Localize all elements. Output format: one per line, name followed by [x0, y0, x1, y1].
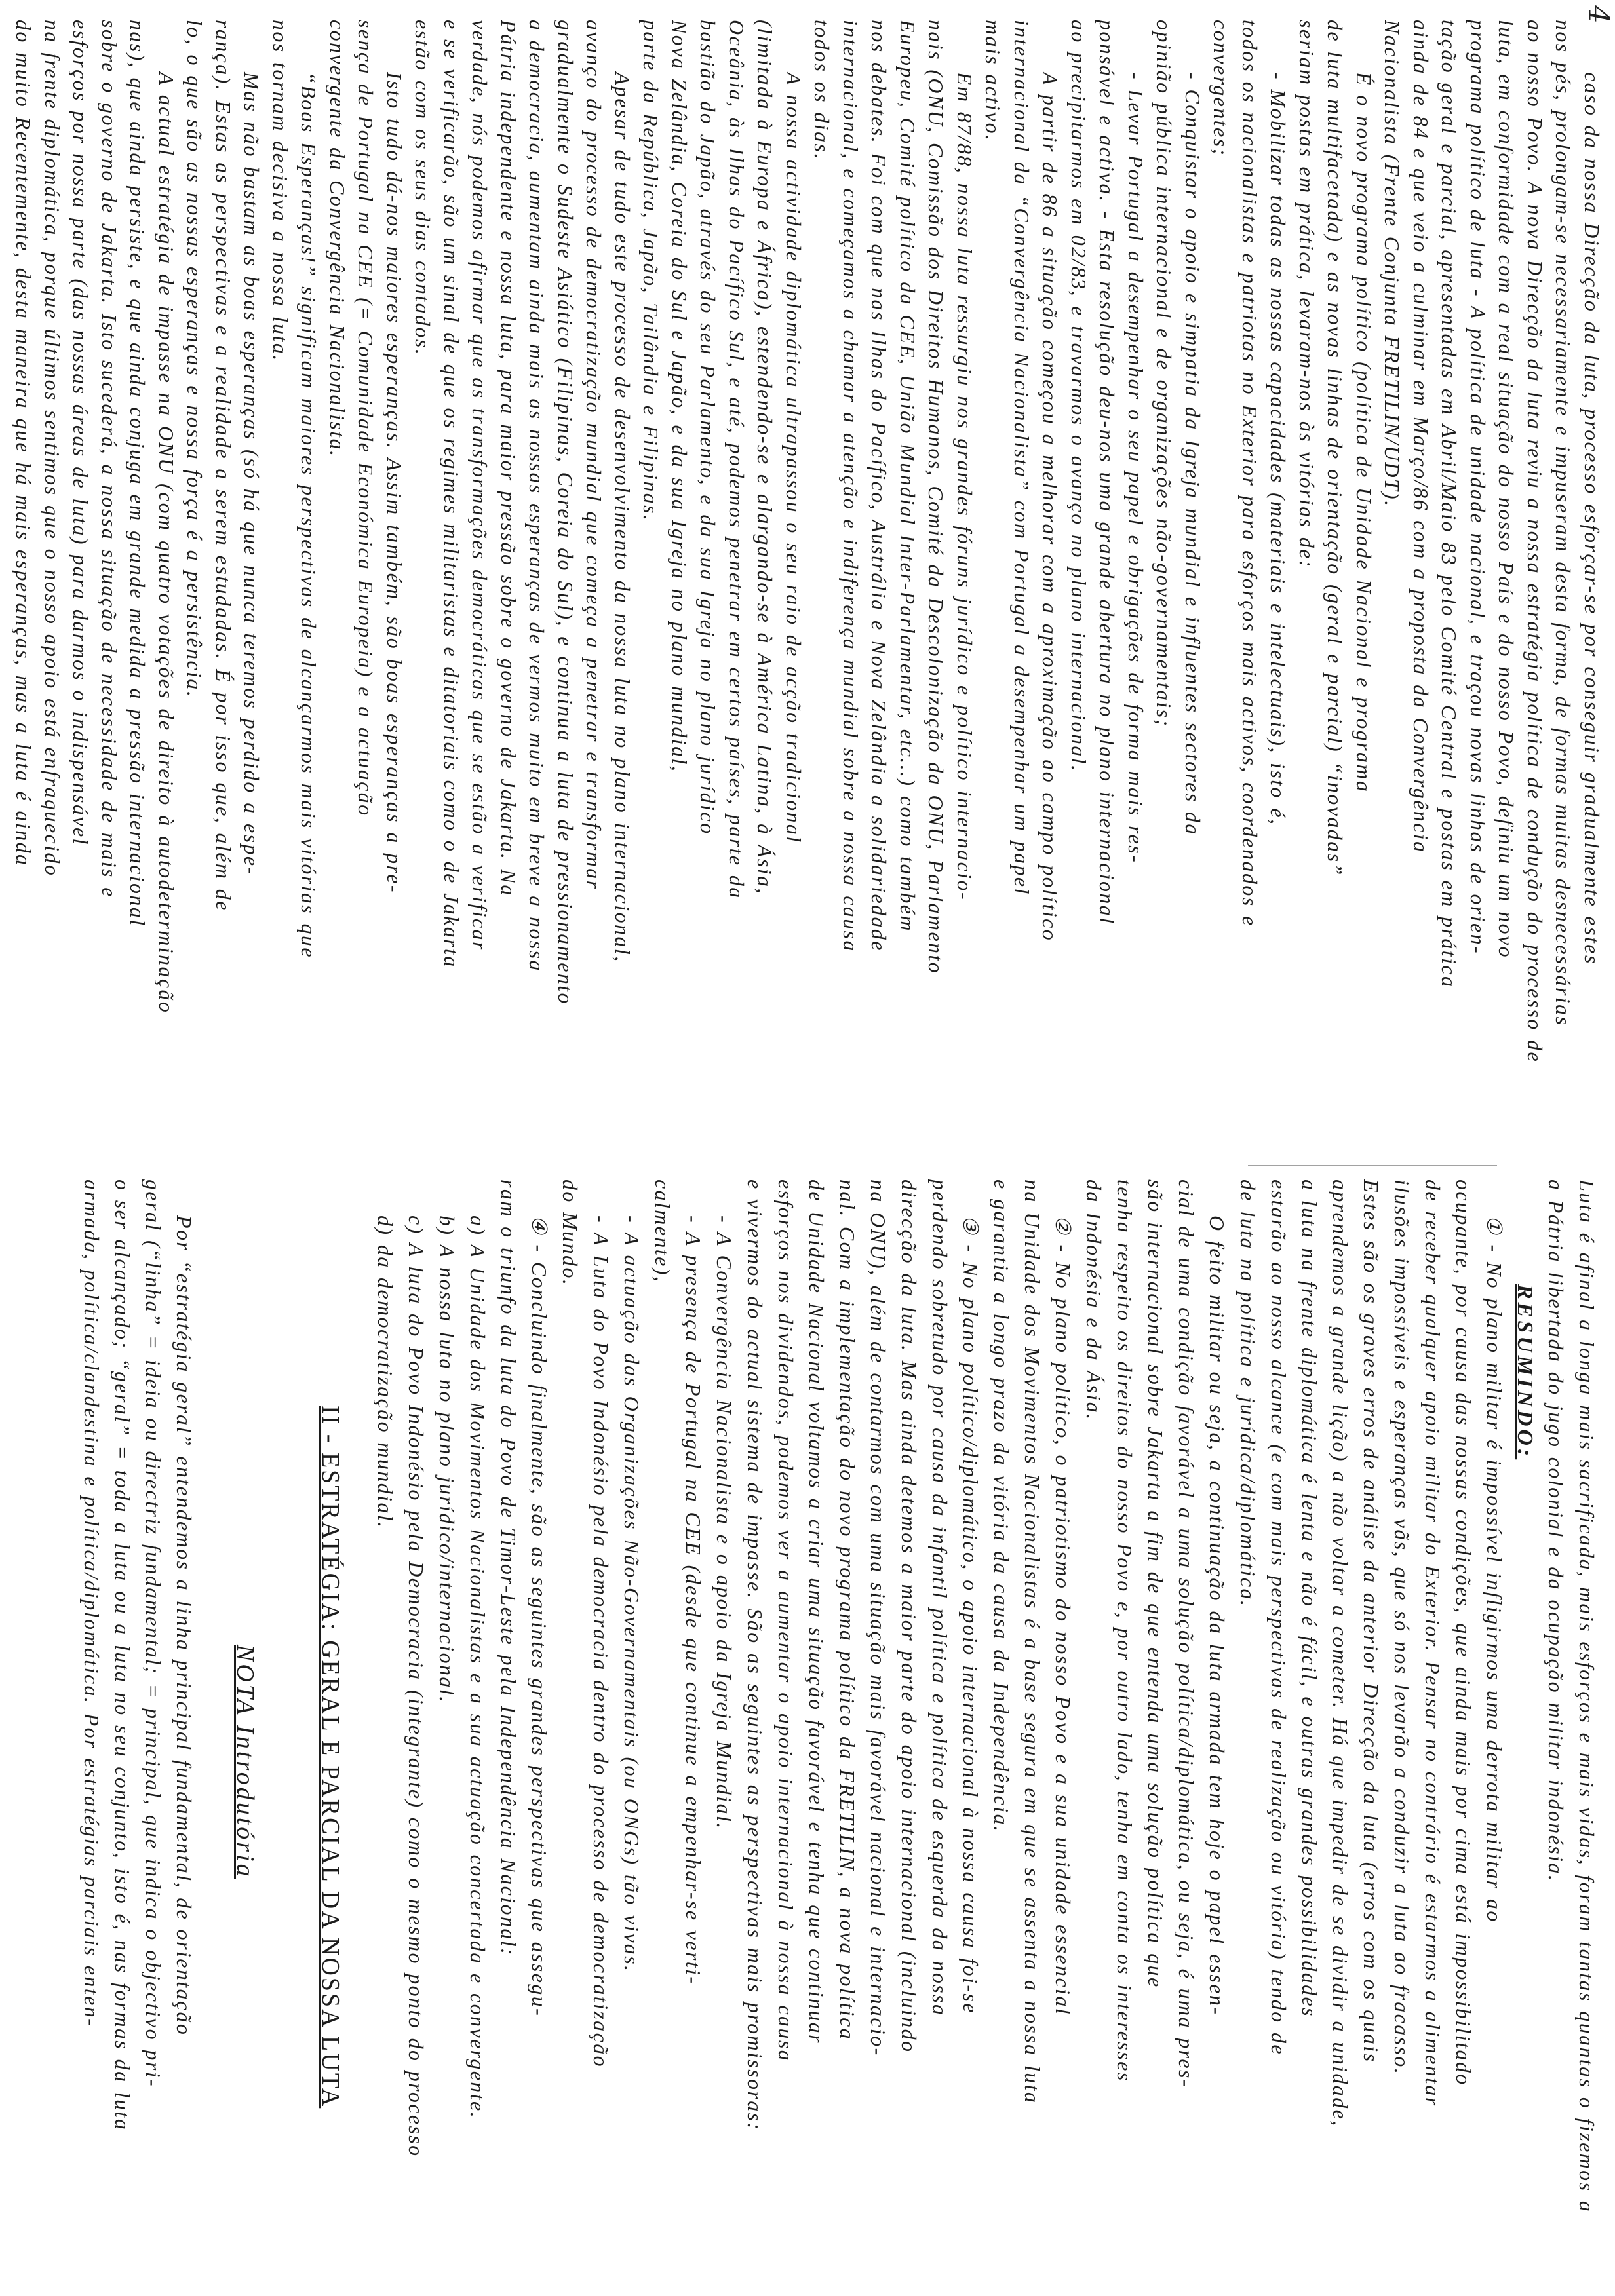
- text-line: Isto tudo dá-nos maiores esperanças. Assim também, são boas esperanças a pre-: [383, 72, 406, 894]
- text-line: - A Convergência Nacionalista e o apoio da Igreja Mundial.: [712, 1215, 736, 1830]
- text-line: Europeu, Comité político da CEE, União Mundial Inter-Parlamentar, etc...) como também: [896, 20, 920, 932]
- text-line: ② - No plano político, o patriotismo do nosso Povo e a sua unidade essencial: [1051, 1215, 1075, 2016]
- text-line: Luta é afinal a longa mais sacrificada, mais esforços e mais vidas, foram tantas quantas o fizemos a: [1575, 1179, 1599, 2213]
- paragraph: [555, 1179, 616, 2287]
- text-line: d) da democratização mundial.: [374, 1215, 397, 1529]
- text-line: Nova Zelândia, Coreia do Sul e Japão, e da sua Igreja no plano mundial,: [668, 20, 691, 773]
- text-line: ① - No plano militar é impossível infligirmos uma derrota militar ao: [1483, 1215, 1506, 1923]
- text-line: Oceânia, às Ilhas do Pacífico Sul, e até, podemos penetrar em certos países, parte da: [725, 20, 749, 900]
- text-line: O feito militar ou seja, a continuação da luta armada tem hoje o papel essen-: [1205, 1215, 1229, 2016]
- text-line: na ONU), além de contarmos com uma situação mais favorável nacional e internacio-: [866, 1179, 890, 2057]
- text-line: caso da nossa Direcção da luta, processo esforçar-se por conseguir gradualmente estes: [1580, 72, 1604, 965]
- text-line: - Conquistar o apoio e simpatia da Igreja mundial e influentes sectores da: [1181, 72, 1205, 836]
- paragraph: [370, 1179, 400, 2287]
- paragraph: [323, 20, 409, 1157]
- text-line: o ser alcançado; “geral” = toda a luta ou a luta no seu conjunto, isto é, nas formas da luta: [111, 1179, 134, 2132]
- text-line: nos debates. Foi com que nas Ilhas do Pacífico, Austrália e Nova Zelândia a solidariedade: [867, 20, 891, 952]
- text-line: “Boas Esperanças!” significam maiores perspectivas de alcançarmos mais vitórias que: [297, 72, 321, 959]
- paragraph: [979, 20, 1064, 1157]
- text-line: esforços por nossa parte (das nossas áreas de luta) para darmos o indispensável: [69, 20, 93, 846]
- text-line: c) A luta do Povo Indonésio pela Democracia (integrante) como o mesmo ponto do processo: [404, 1215, 428, 2158]
- paragraph: [1150, 20, 1207, 1157]
- note-heading: NOTA Introdutória: [231, 1645, 259, 1879]
- text-line: a luta na frente diplomática é lenta e não é fácil, e outras grandes possibilidades: [1298, 1179, 1321, 2018]
- text-line: do Mundo.: [558, 1179, 582, 1287]
- note-section: [76, 1179, 199, 2287]
- text-line: - A Luta do Povo Indonésio pela democracia dentro do processo de democratização: [589, 1215, 613, 2068]
- text-line: A actual estratégia de impasse na ONU (com quatro votações de direito à autodeterminação: [155, 72, 178, 1014]
- text-line: ilusões impossíveis e esperanças vãs, que só nos levarão a conduzir a luta ao fracasso.: [1390, 1179, 1414, 2076]
- paragraph: [616, 1179, 647, 2287]
- text-line: todos os nacionalistas e patriotas no Exterior para esforços mais activos, coordenados e: [1238, 20, 1262, 927]
- text-line: calmente),: [651, 1179, 674, 1284]
- text-line: Em 87/88, nossa luta ressurgiu nos grandes fóruns jurídico e político internacio-: [953, 72, 977, 902]
- right-column: [0, 1179, 1615, 2287]
- text-line: estão com os seus dias contados.: [411, 20, 435, 356]
- text-line: A nossa actividade diplomática ultrapassou o seu raio de acção tradicional: [782, 72, 806, 844]
- left-column: [0, 20, 1615, 1157]
- text-line: ao nosso Povo. A nova Direcção da luta reviu a nossa estratégia política de condução do processo de: [1523, 20, 1547, 1063]
- text-line: ③ - No plano político/diplomático, o apoio internacional à nossa causa foi-se: [959, 1215, 983, 2014]
- text-line: b) A nossa luta no plano jurídico/internacional.: [435, 1215, 459, 1704]
- text-line: - A presença de Portugal na CEE (desde que continue a empenhar-se verti-: [682, 1215, 705, 1985]
- text-line: tenha respeito os direitos do nosso Povo e, por outro lado, tenha em conta os interesses: [1113, 1179, 1137, 2082]
- text-line: seriam postas em prática, levaram-nos às vitórias de:: [1295, 20, 1319, 569]
- paragraph: [1293, 20, 1378, 1157]
- text-line: ④ - Concluindo finalmente, são as seguintes grandes perspectivas que assegu-: [528, 1215, 551, 2018]
- paragraph: [808, 20, 979, 1157]
- section-heading: II - ESTRATÉGIA: GERAL E PARCIAL DA NOSSA LUTA: [317, 1406, 344, 2109]
- text-line: (limitada à Europa e África), estendendo-se e alargando-se à América Latina, à Ásia,: [753, 20, 777, 895]
- paragraph: [1378, 20, 1606, 1157]
- text-line: nais (ONU, Comissão dos Direitos Humanos, Comité da Descolonização da ONU, Parlamento: [924, 20, 948, 975]
- text-line: de receber qualquer apoio militar do Exterior. Pensar no contrário é estarmos a alimentar: [1421, 1179, 1445, 2107]
- text-line: ainda de 84 e que veio a culminar em Março/86 com a proposta da Convergência: [1409, 20, 1433, 854]
- text-line: Nacionalista (Frente Conjunta FRETILIN/UDT).: [1380, 20, 1405, 508]
- text-line: - Mobilizar todas as nossas capacidades (materiais e intelectuais), isto é,: [1266, 72, 1291, 826]
- text-line: - A actuação das Organizações Não-Governamentais (ou ONGs) tão vivas.: [620, 1215, 644, 1973]
- paragraph: [266, 20, 323, 1157]
- text-line: e garantia a longo prazo da vitória da causa da Independência.: [990, 1179, 1013, 1833]
- text-line: internacional da “Convergência Nacionalista” com Portugal a desempenhar um papel: [1010, 20, 1034, 896]
- text-line: tação geral e parcial, apresentadas em Abril/Maio 83 pelo Comité Central e postas em prática: [1437, 20, 1462, 989]
- text-line: lo, o que são as nossas esperanças e nossa força é a persistência.: [183, 20, 207, 698]
- text-line: sença de Portugal na CEE (= Comunidade Económica Europeia) e a actuação: [354, 20, 378, 817]
- text-line: convergente da Convergência Nacionalista.: [326, 20, 349, 458]
- text-line: de Unidade Nacional voltamos a criar uma situação favorável e tenha que continuar: [805, 1179, 828, 2045]
- text-line: gradualmente o Sudeste Asiático (Filipinas, Coreia do Sul), e continua a luta de pressionamento: [554, 20, 577, 1005]
- paragraph: [1078, 1179, 1232, 2287]
- text-line: convergentes;: [1209, 20, 1234, 157]
- text-line: internacional, e começamos a chamar a atenção e indiferença mundial sobre a nossa causa: [839, 20, 863, 953]
- paragraph: [647, 1179, 709, 2287]
- paragraph: [1207, 20, 1293, 1157]
- text-line: direcção da luta. Mas ainda detemos a maior parte do apoio internacional (incluindo: [897, 1179, 921, 2054]
- paragraph: [400, 1179, 431, 2287]
- text-line: na Unidade dos Movimentos Nacionalistas é a base segura em que se assenta a nossa luta: [1021, 1179, 1044, 2105]
- text-line: cial de uma condição favorável a uma solução política/diplomática, ou seja, é uma pres-: [1175, 1179, 1198, 2088]
- text-line: parte da República, Japão, Tailândia e Filipinas.: [639, 20, 663, 522]
- text-line: A partir de 86 a situação começou a melhorar com a aproximação ao campo político: [1038, 72, 1062, 942]
- text-line: nos tornam decisiva a nossa luta.: [269, 20, 292, 362]
- text-line: do muito Recentemente, desta maneira que há mais esperanças, mas a luta é ainda: [12, 20, 36, 867]
- text-line: Mas não bastam as boas esperanças (só há que nunca teremos perdido a espe-: [240, 72, 264, 876]
- paragraph: [180, 20, 266, 1157]
- page-number: 4: [1582, 5, 1615, 24]
- text-line: esforços nos dividendos, podemos ver a aumentar o apoio internacional à nossa causa: [774, 1179, 798, 2063]
- text-line: a democracia, aumentam ainda mais as nossas esperanças de vermos muito em breve a nossa: [525, 20, 549, 972]
- paragraph: [636, 20, 808, 1157]
- text-line: É o novo programa político (política de Unidade Nacional e programa: [1352, 72, 1376, 794]
- text-line: bastião do Japão, através do seu Parlamento, e da sua Igreja no plano jurídico: [696, 20, 720, 835]
- text-line: da Indonésia e da Ásia.: [1082, 1179, 1106, 1421]
- paragraph: [739, 1179, 986, 2287]
- text-line: ao precipitarmos em 02/83, e travarmos o avanço no plano internacional.: [1067, 20, 1091, 773]
- text-line: mais activo.: [981, 20, 1005, 142]
- text-line: ponsável e activa. - Esta resolução deu-nos uma grande abertura no plano internacional: [1095, 20, 1119, 925]
- text-line: Estes são os graves erros de análise da anterior Direcção da luta (erros com os quais: [1359, 1179, 1383, 2063]
- text-line: de luta multifacetada) e as novas linhas de orientação (geral e parcial) “inovadas”: [1323, 20, 1348, 877]
- text-line: geral (“linha” = ideia ou directriz fundamental; = principal, que indica o objectivo pri-: [142, 1179, 165, 2088]
- paragraph: [462, 1179, 493, 2287]
- text-line: perdendo sobretudo por causa da infantil política e política de esquerda da nossa: [928, 1179, 952, 2017]
- text-line: nas), que ainda persiste, e que ainda conjuga em grande medida a pressão internacional: [126, 20, 150, 927]
- text-line: e se verificarão, são um sinal de que os regimes militaristas e ditatoriais como o de Jakarta: [440, 20, 463, 968]
- text-line: a Pátria libertada do jugo colonial e da ocupação militar indonésia.: [1544, 1179, 1568, 1883]
- paragraph: [408, 20, 636, 1157]
- text-line: avanço do processo de democratização mundial que começa a penetrar e transformar: [582, 20, 606, 890]
- paragraph: [1064, 20, 1150, 1157]
- text-line: programa político de luta - A política de unidade nacional, e traçou novas linhas de orien-: [1466, 20, 1490, 955]
- text-line: estarão ao nosso alcance (e com mais perspectivas de realização ou vitória) tendo de: [1267, 1179, 1291, 2056]
- text-line: a) A Unidade dos Movimentos Nacionalistas e a sua actuação concertada e convergente.: [466, 1215, 490, 2120]
- text-line: são internacional sobre Jakarta a fim de que entenda uma solução política que: [1144, 1179, 1167, 1989]
- paragraph: [1232, 1179, 1509, 2287]
- paragraph: [76, 1179, 199, 2287]
- text-line: e vivermos do actual sistema de impasse. São as seguintes as perspectivas mais promissoras:: [743, 1179, 767, 2132]
- column-divider: [1248, 1165, 1497, 1166]
- text-line: armada, política/clandestina e política/diplomática. Por estratégias parciais enten-: [80, 1179, 104, 2028]
- paragraph: [709, 1179, 739, 2287]
- summary-heading: RESUMINDO:: [1513, 1284, 1537, 1460]
- text-line: ocupante, por causa das nossas condições, que ainda mais por cima está impossibilitado: [1452, 1179, 1475, 2086]
- text-line: - Levar Portugal a desempenhar o seu papel e obrigações de forma mais res-: [1124, 72, 1148, 864]
- text-line: rança). Estas as perspectivas e a realidade a serem estudadas. É por isso que, além de: [212, 20, 235, 912]
- paragraph: [986, 1179, 1078, 2287]
- paragraph: [493, 1179, 555, 2287]
- text-line: ram o triunfo da luta do Povo de Timor-Leste pela Independência Nacional:: [497, 1179, 520, 1957]
- text-line: Apesar de tudo este processo de desenvolvimento da nossa luta no plano internacional,: [611, 72, 634, 963]
- text-line: de luta na política e jurídica/diplomática.: [1236, 1179, 1260, 1608]
- text-line: aprendemos a grande lição) a não voltar a cometer. Há que impedir de se dividir a unidade,: [1329, 1179, 1352, 2128]
- paragraph: [431, 1179, 462, 2287]
- text-line: verdade, nós podemos afirmar que as transformações democráticas que se estão a verificar: [468, 20, 492, 951]
- paragraph: [9, 20, 180, 1157]
- text-line: nal. Com a implementação do novo programa político da FRETILIN, a nova política: [836, 1179, 859, 2041]
- text-line: Por “estratégia geral” entendemos a linha principal fundamental, de orientação: [172, 1215, 196, 2037]
- text-line: luta, em conformidade com a real situação do nosso País e do nosso Povo, definiu um novo: [1494, 20, 1519, 959]
- text-line: todos os dias.: [810, 20, 834, 161]
- text-line: Pátria independente e nossa luta, para maior pressão sobre o governo de Jakarta. Na: [497, 20, 520, 897]
- text-line: opinião pública internacional e de organizações não-governamentais;: [1152, 20, 1177, 728]
- text-line: nos pés, prolongam-se necessariamente e impuseram desta forma, de formas muitas desnecessárias: [1551, 20, 1576, 1027]
- summary-section: [370, 1179, 1509, 2287]
- text-line: sobre o governo de Jakarta. Isto sucederá, a nossa situação de necessidade de mais e: [98, 20, 121, 898]
- intro-paragraph: [1540, 1179, 1602, 2287]
- text-line: na frente diplomática, porque últimos sentimos que o nosso apoio está enfraquecido: [41, 20, 64, 877]
